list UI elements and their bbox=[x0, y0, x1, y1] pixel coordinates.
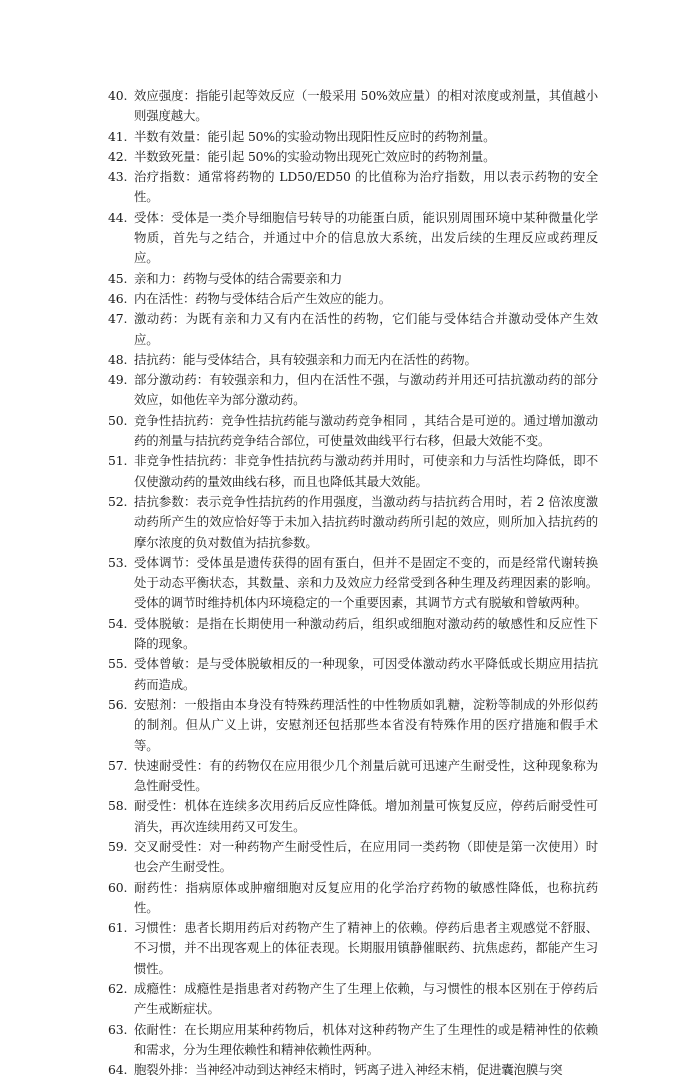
item-number: 63. bbox=[108, 1021, 128, 1037]
item-number: 44. bbox=[108, 209, 128, 225]
item-text: 半数致死量：能引起 50%的实验动物出现死亡效应时的药物剂量。 bbox=[134, 148, 496, 164]
item-text: 安慰剂：一般指由本身没有特殊药理活性的中性物质如乳糖，淀粉等制成的外形似药的制剂。但从广义上讲，安慰剂还包括那些本省没有特殊作用的医疗措施和假手术等。 bbox=[134, 696, 598, 753]
item-number: 57. bbox=[108, 757, 128, 773]
item-text: 部分激动药：有较强亲和力，但内在活性不强，与激动药并用还可拮抗激动药的部分效应，如他佐辛为部分激动药。 bbox=[134, 372, 598, 408]
item-number: 47. bbox=[108, 311, 128, 327]
item-number: 42. bbox=[108, 148, 128, 164]
list-item bbox=[108, 837, 598, 878]
item-text: 拮抗参数：表示竞争性拮抗药的作用强度，当激动药与拮抗药合用时，若 2 倍浓度激动药所产生的效应恰好等于未加入拮抗药时激动药所引起的效应，则所加入拮抗药的摩尔浓度的负对数值为拮抗参数。 bbox=[134, 493, 598, 550]
item-text: 亲和力：药物与受体的结合需要亲和力 bbox=[134, 270, 343, 286]
item-number: 56. bbox=[108, 696, 128, 712]
item-text: 治疗指数：通常将药物的 LD50/ED50 的比值称为治疗指数，用以表示药物的安全性。 bbox=[134, 169, 598, 205]
list-item bbox=[108, 979, 598, 1020]
item-number: 60. bbox=[108, 879, 128, 895]
item-text: 内在活性：药物与受体结合后产生效应的能力。 bbox=[134, 290, 392, 306]
item-number: 41. bbox=[108, 128, 128, 144]
item-number: 53. bbox=[108, 554, 128, 570]
item-number: 59. bbox=[108, 838, 128, 854]
item-number: 49. bbox=[108, 372, 128, 388]
item-number: 51. bbox=[108, 453, 128, 469]
item-text: 受体调节：受体虽是遗传获得的固有蛋白，但并不是固定不变的，而是经常代谢转换处于动态平衡状态，其数量、亲和力及效应力经常受到各种生理及药理因素的影响。受体的调节时维持机体内环境稳定的一个重要因素，其调节方式有脱敏和曾敏两种。 bbox=[134, 554, 598, 611]
list-item bbox=[108, 614, 598, 655]
item-text: 耐受性：机体在连续多次用药后反应性降低。增加剂量可恢复反应，停药后耐受性可消失，再次连续用药又可发生。 bbox=[134, 798, 598, 834]
list-item bbox=[108, 1060, 598, 1080]
list-item bbox=[108, 208, 598, 269]
list-item bbox=[108, 269, 598, 289]
list-item bbox=[108, 918, 598, 979]
item-text: 成瘾性：成瘾性是指患者对药物产生了生理上依赖，与习惯性的根本区别在于停药后产生戒断症状。 bbox=[134, 981, 598, 1017]
item-text: 拮抗药：能与受体结合，具有较强亲和力而无内在活性的药物。 bbox=[134, 351, 477, 367]
item-number: 55. bbox=[108, 656, 128, 672]
item-text: 受体：受体是一类介导细胞信号转导的功能蛋白质，能识别周围环境中某种微量化学物质，首先与之结合，并通过中介的信息放大系统，出发后续的生理反应或药理反应。 bbox=[134, 209, 598, 266]
item-number: 50. bbox=[108, 412, 128, 428]
list-item bbox=[108, 350, 598, 370]
list-item bbox=[108, 695, 598, 756]
item-number: 43. bbox=[108, 169, 128, 185]
list-item bbox=[108, 553, 598, 614]
list-item bbox=[108, 147, 598, 167]
definition-list bbox=[108, 86, 598, 1081]
list-item bbox=[108, 411, 598, 452]
list-item bbox=[108, 451, 598, 492]
item-text: 激动药：为既有亲和力又有内在活性的药物，它们能与受体结合并激动受体产生效应。 bbox=[134, 311, 598, 347]
list-item bbox=[108, 309, 598, 350]
item-number: 61. bbox=[108, 920, 128, 936]
item-text: 习惯性：患者长期用药后对药物产生了精神上的依赖。停药后患者主观感觉不舒服、不习惯，并不出现客观上的体征表现。长期服用镇静催眠药、抗焦虑药，都能产生习惯性。 bbox=[134, 920, 598, 976]
item-number: 64. bbox=[108, 1062, 128, 1078]
item-number: 62. bbox=[108, 981, 128, 997]
item-text: 依耐性：在长期应用某种药物后，机体对这种药物产生了生理性的或是精神性的依赖和需求，分为生理依赖性和精神依赖性两种。 bbox=[134, 1021, 598, 1057]
item-text: 胞裂外排：当神经冲动到达神经末梢时，钙离子进入神经末梢，促进囊泡膜与突 bbox=[134, 1062, 563, 1078]
item-number: 58. bbox=[108, 798, 128, 814]
list-item bbox=[108, 1020, 598, 1061]
item-number: 52. bbox=[108, 493, 128, 509]
item-number: 45. bbox=[108, 270, 128, 286]
item-text: 交叉耐受性：对一种药物产生耐受性后，在应用同一类药物（即使是第一次使用）时也会产生耐受性。 bbox=[134, 838, 598, 875]
item-text: 非竞争性拮抗药：非竞争性拮抗药与激动药并用时，可使亲和力与活性均降低，即不仅使激动药的量效曲线右移，而且也降低其最大效能。 bbox=[134, 453, 598, 489]
list-item bbox=[108, 756, 598, 797]
list-item bbox=[108, 878, 598, 919]
list-item bbox=[108, 86, 598, 127]
list-item bbox=[108, 167, 598, 208]
list-item bbox=[108, 127, 598, 147]
list-item bbox=[108, 289, 598, 309]
item-text: 竞争性拮抗药：竞争性拮抗药能与激动药竞争相同 ，其结合是可逆的。通过增加激动药的剂量与拮抗药竞争结合部位，可使量效曲线平行右移，但最大效能不变。 bbox=[134, 412, 598, 449]
item-number: 46. bbox=[108, 290, 128, 306]
item-text: 效应强度：指能引起等效反应（一般采用 50%效应量）的相对浓度或剂量，其值越小则强度越大。 bbox=[134, 88, 598, 124]
item-text: 受体曾敏：是与受体脱敏相反的一种现象，可因受体激动药水平降低或长期应用拮抗药而造成。 bbox=[134, 656, 598, 692]
list-item bbox=[108, 492, 598, 553]
item-number: 40. bbox=[108, 88, 128, 103]
list-item bbox=[108, 796, 598, 837]
item-text: 快速耐受性：有的药物仅在应用很少几个剂量后就可迅速产生耐受性，这种现象称为急性耐受性。 bbox=[134, 757, 598, 794]
item-text: 耐药性：指病原体或肿瘤细胞对反复应用的化学治疗药物的敏感性降低，也称抗药性。 bbox=[134, 879, 598, 915]
item-text: 半数有效量：能引起 50%的实验动物出现阳性反应时的药物剂量。 bbox=[134, 128, 496, 144]
item-number: 48. bbox=[108, 351, 128, 367]
item-text: 受体脱敏：是指在长期使用一种激动药后，组织或细胞对激动药的敏感性和反应性下降的现象。 bbox=[134, 615, 598, 652]
item-number: 54. bbox=[108, 615, 128, 631]
list-item bbox=[108, 370, 598, 411]
list-item bbox=[108, 654, 598, 695]
